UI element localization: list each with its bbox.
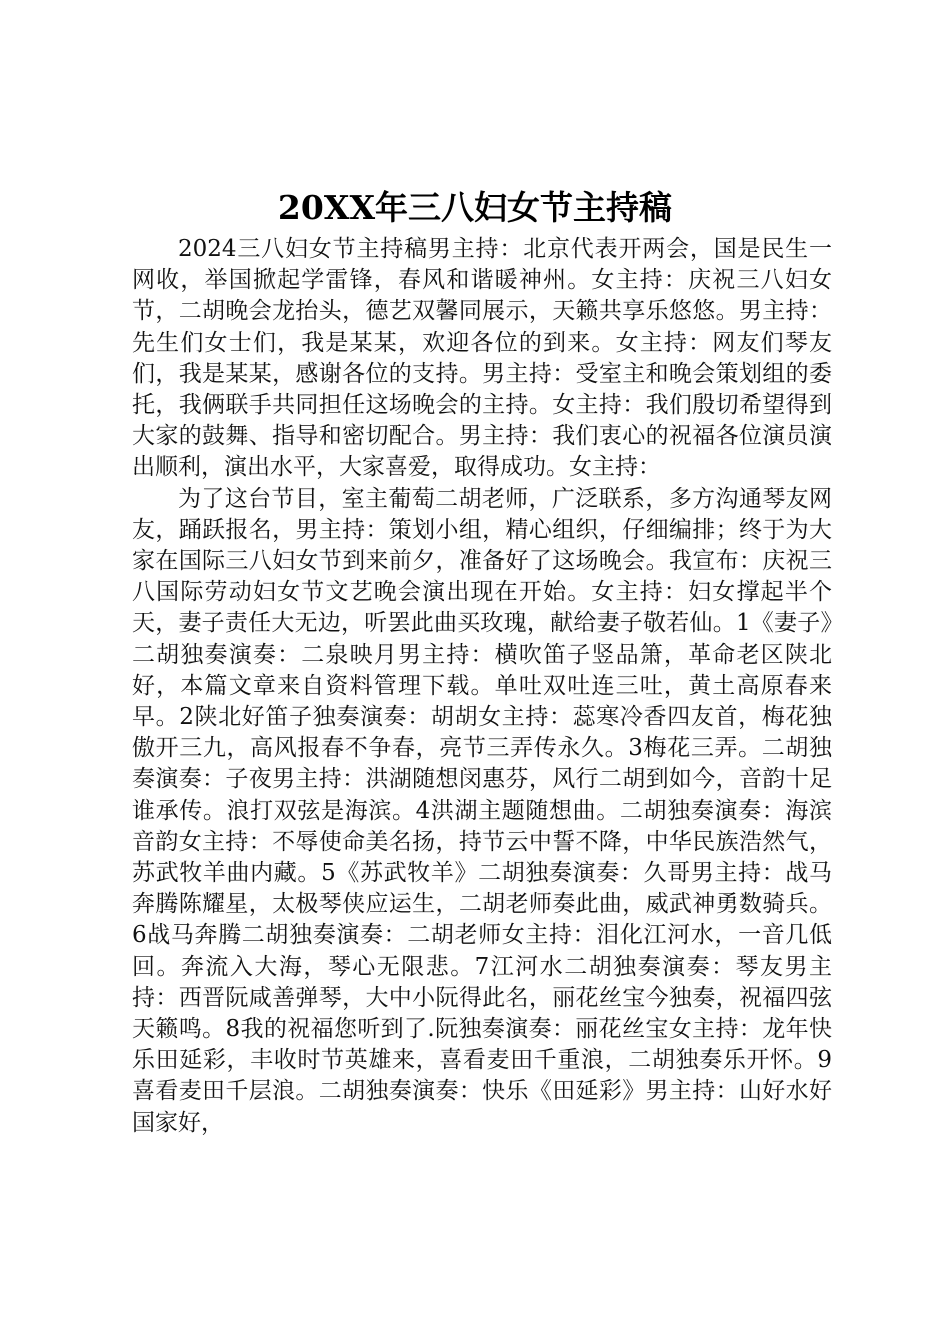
paragraph: 2024三八妇女节主持稿男主持：北京代表开两会，国是民生一网收，举国掀起学雷锋，春风和谐暖神州。女主持：庆祝三八妇女节，二胡晚会龙抬头，德艺双馨同展示，天籁共享乐悠悠。男主持：先生们女士们，我是某某，欢迎各位的到来。女主持：网友们琴友们，我是某某，感谢各位的支持。男主持：受室主和晚会策划组的委托，我俩联手共同担任这场晚会的主持。女主持：我们殷切希望得到大家的鼓舞、指导和密切配合。男主持：我们衷心的祝福各位演员演出顺利，演出水平，大家喜爱，取得成功。女主持：: [132, 236, 832, 481]
document-title: 20XX年三八妇女节主持稿: [277, 188, 673, 227]
paragraph: 为了这台节目，室主葡萄二胡老师，广泛联系，多方沟通琴友网友，踊跃报名，男主持：策划小组，精心组织，仔细编排；终于为大家在国际三八妇女节到来前夕，准备好了这场晚会。我宣布：庆祝三八国际劳动妇女节文艺晚会演出现在开始。女主持：妇女撑起半个天，妻子责任大无边，听罢此曲买玫瑰，献给妻子敬若仙。1《妻子》二胡独奏演奏：二泉映月男主持：横吹笛子竖品箫，革命老区陕北好，本篇文章来自资料管理下载。单吐双吐连三吐，黄土高原春来早。2陕北好笛子独奏演奏：胡胡女主持：蕊寒冷香四友首，梅花独傲开三九，高风报春不争春，亮节三弄传永久。3梅花三弄。二胡独奏演奏：子夜男主持：洪湖随想闵惠芬，风行二胡到如今，音韵十足谁承传。浪打双弦是海滨。4洪湖主题随想曲。二胡独奏演奏：海滨音韵女主持：不辱使命美名扬，持节云中誓不降，中华民族浩然气，苏武牧羊曲内藏。5《苏武牧羊》二胡独奏演奏：久哥男主持：战马奔腾陈耀星，太极琴侠应运生，二胡老师奏此曲，威武神勇数骑兵。6战马奔腾二胡独奏演奏：二胡老师女主持：泪化江河水，一音几低回。奔流入大海，琴心无限悲。7江河水二胡独奏演奏：琴友男主持：西晋阮咸善弹琴，大中小阮得此名，丽花丝宝今独奏，祝福四弦天籁鸣。8我的祝福您听到了.阮独奏演奏：丽花丝宝女主持：龙年快乐田延彩，丰收时节英雄来，喜看麦田千重浪，二胡独奏乐开怀。9喜看麦田千层浪。二胡独奏演奏：快乐《田延彩》男主持：山好水好国家好，: [132, 485, 832, 1136]
document-body: [132, 234, 832, 1139]
